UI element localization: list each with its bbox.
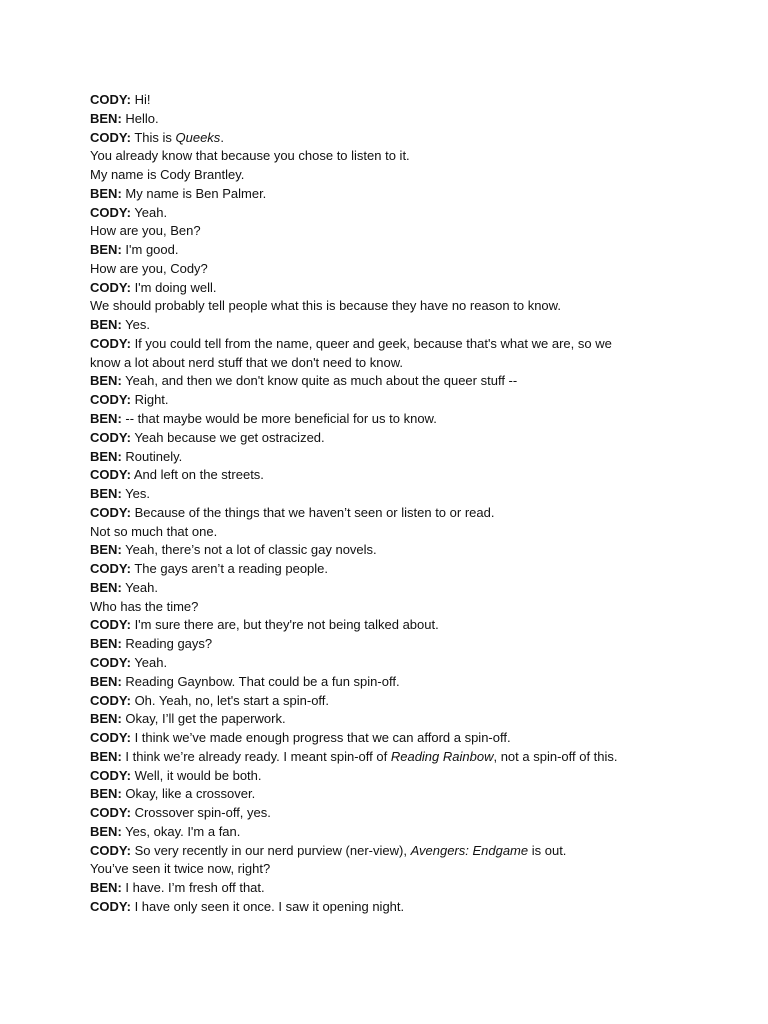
dialogue-text: Who has the time?: [90, 598, 199, 614]
dialogue-text: How are you, Ben?: [90, 223, 201, 239]
transcript-line: [90, 729, 690, 748]
transcript-line: [90, 560, 690, 579]
transcript-line: [90, 523, 690, 542]
dialogue-text: The gays aren’t a reading people.: [134, 561, 329, 577]
transcript-line: [90, 91, 690, 110]
speaker-label: BEN:: [90, 823, 122, 839]
speaker-label: CODY:: [90, 392, 131, 408]
transcript-line: [90, 879, 690, 898]
dialogue-text: Not so much that one.: [90, 523, 218, 539]
speaker-label: BEN:: [90, 486, 122, 502]
transcript-line: [90, 391, 690, 410]
dialogue-text: .: [220, 129, 224, 145]
italic-title-text: Reading Rainbow: [390, 748, 494, 764]
speaker-label: CODY:: [90, 617, 131, 633]
dialogue-text: Oh. Yeah, no, let's start a spin-off.: [134, 692, 330, 708]
dialogue-text: Okay, like a crossover.: [125, 786, 256, 802]
dialogue-text: Yes.: [125, 317, 150, 333]
speaker-label: CODY:: [90, 767, 131, 783]
transcript-line: [90, 260, 690, 279]
dialogue-text: Routinely.: [125, 448, 183, 464]
dialogue-text: Yes.: [125, 486, 150, 502]
dialogue-text: I'm sure there are, but they're not being talked about.: [134, 617, 439, 633]
dialogue-text: Hello.: [125, 110, 159, 126]
speaker-label: CODY:: [90, 842, 131, 858]
speaker-label: CODY:: [90, 730, 131, 746]
transcript-line: [90, 710, 690, 729]
transcript-line: [90, 166, 690, 185]
speaker-label: CODY:: [90, 335, 131, 351]
dialogue-text: I have. I’m fresh off that.: [125, 880, 265, 896]
transcript-line: [90, 241, 690, 260]
dialogue-text: know a lot about nerd stuff that we don't need to know.: [90, 354, 404, 370]
transcript-line: [90, 898, 690, 917]
speaker-label: BEN:: [90, 373, 122, 389]
dialogue-text: Hi!: [134, 92, 151, 107]
transcript-line: [90, 692, 690, 711]
dialogue-text: Yeah, there’s not a lot of classic gay novels.: [125, 542, 377, 558]
speaker-label: BEN:: [90, 185, 122, 201]
dialogue-text: I think we’re already ready. I meant spin-off of: [125, 748, 391, 764]
dialogue-text: I'm doing well.: [134, 279, 217, 295]
dialogue-text: Crossover spin-off, yes.: [134, 805, 271, 821]
dialogue-text: How are you, Cody?: [90, 260, 208, 276]
dialogue-text: And left on the streets.: [133, 467, 264, 483]
dialogue-text: I have only seen it once. I saw it opening night.: [134, 898, 405, 914]
transcript-line: [90, 785, 690, 804]
speaker-label: CODY:: [90, 654, 131, 670]
dialogue-text: , not a spin-off of this.: [493, 748, 618, 764]
dialogue-text: Because of the things that we haven’t seen or listen to or read.: [134, 504, 495, 520]
transcript-line: [90, 823, 690, 842]
transcript-line: [90, 654, 690, 673]
speaker-label: CODY:: [90, 561, 131, 577]
transcript-line: [90, 354, 690, 373]
transcript-line: [90, 185, 690, 204]
speaker-label: BEN:: [90, 711, 122, 727]
speaker-label: CODY:: [90, 204, 131, 220]
transcript-line: [90, 147, 690, 166]
speaker-label: BEN:: [90, 636, 122, 652]
speaker-label: CODY:: [90, 692, 131, 708]
transcript-line: [90, 204, 690, 223]
speaker-label: CODY:: [90, 279, 131, 295]
speaker-label: BEN:: [90, 673, 122, 689]
dialogue-text: is out.: [528, 842, 567, 858]
transcript-line: [90, 110, 690, 129]
speaker-label: BEN:: [90, 748, 122, 764]
speaker-label: CODY:: [90, 504, 131, 520]
dialogue-text: My name is Ben Palmer.: [125, 185, 267, 201]
speaker-label: BEN:: [90, 542, 122, 558]
dialogue-text: Well, it would be both.: [134, 767, 262, 783]
transcript-line: [90, 429, 690, 448]
dialogue-text: Yeah.: [125, 579, 158, 595]
dialogue-text: We should probably tell people what this is because they have no reason to know.: [90, 298, 561, 314]
dialogue-text: So very recently in our nerd purview (ner-view),: [134, 842, 411, 858]
dialogue-text: Yeah because we get ostracized.: [134, 429, 325, 445]
dialogue-text: Okay, I’ll get the paperwork.: [125, 711, 286, 727]
dialogue-text: Right.: [134, 392, 169, 408]
transcript-line: [90, 222, 690, 241]
transcript-line: [90, 129, 690, 148]
dialogue-text: -- that maybe would be more beneficial for us to know.: [125, 411, 437, 427]
dialogue-text: This is: [134, 129, 176, 145]
speaker-label: BEN:: [90, 880, 122, 896]
dialogue-text: Yes, okay. I'm a fan.: [125, 823, 241, 839]
dialogue-text: I'm good.: [125, 242, 179, 258]
transcript-line: [90, 297, 690, 316]
dialogue-text: You already know that because you chose to listen to it.: [90, 148, 410, 164]
dialogue-text: Reading gays?: [125, 636, 213, 652]
speaker-label: CODY:: [90, 129, 131, 145]
speaker-label: BEN:: [90, 242, 122, 258]
transcript-line: [90, 748, 690, 767]
transcript-line: [90, 448, 690, 467]
speaker-label: CODY:: [90, 92, 131, 107]
transcript-line: [90, 767, 690, 786]
transcript-line: [90, 541, 690, 560]
speaker-label: CODY:: [90, 898, 131, 914]
speaker-label: BEN:: [90, 411, 122, 427]
transcript-line: [90, 504, 690, 523]
transcript-line: [90, 485, 690, 504]
speaker-label: CODY:: [90, 805, 131, 821]
speaker-label: BEN:: [90, 786, 122, 802]
dialogue-text: Yeah, and then we don't know quite as much about the queer stuff --: [125, 373, 518, 389]
transcript-body: [90, 91, 690, 917]
dialogue-text: Yeah.: [134, 204, 168, 220]
transcript-line: [90, 860, 690, 879]
transcript-line: [90, 579, 690, 598]
transcript-line: [90, 410, 690, 429]
transcript-line: [90, 279, 690, 298]
dialogue-text: Yeah.: [134, 654, 168, 670]
speaker-label: CODY:: [90, 467, 131, 483]
transcript-line: [90, 316, 690, 335]
transcript-line: [90, 616, 690, 635]
speaker-label: BEN:: [90, 448, 122, 464]
speaker-label: BEN:: [90, 579, 122, 595]
transcript-line: [90, 842, 690, 861]
transcript-line: [90, 635, 690, 654]
italic-title-text: Queeks: [175, 129, 221, 145]
speaker-label: CODY:: [90, 429, 131, 445]
transcript-line: [90, 804, 690, 823]
transcript-line: [90, 372, 690, 391]
dialogue-text: If you could tell from the name, queer and geek, because that's what we are, so we: [134, 335, 612, 351]
transcript-line: [90, 466, 690, 485]
transcript-line: [90, 598, 690, 617]
transcript-line: [90, 673, 690, 692]
dialogue-text: Reading Gaynbow. That could be a fun spin-off.: [125, 673, 400, 689]
speaker-label: BEN:: [90, 317, 122, 333]
dialogue-text: You’ve seen it twice now, right?: [90, 861, 271, 877]
italic-title-text: Avengers: Endgame: [410, 842, 529, 858]
transcript-line: [90, 335, 690, 354]
speaker-label: BEN:: [90, 110, 122, 126]
dialogue-text: My name is Cody Brantley.: [90, 167, 245, 183]
dialogue-text: I think we’ve made enough progress that we can afford a spin-off.: [134, 730, 511, 746]
